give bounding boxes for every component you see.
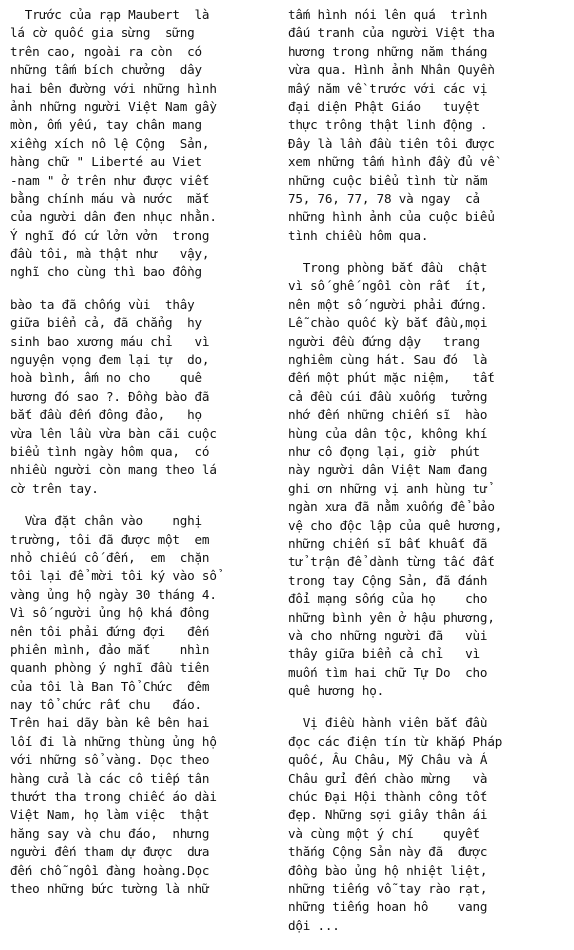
text-line: đấu tranh của người Việt tha — [288, 25, 495, 41]
text-line: đọc các điện tín từ khắp Pháp — [288, 733, 503, 749]
text-line: ghi ơn những vị anh hùng tử — [288, 480, 488, 496]
text-line: với những sổ vàng. Dọc theo — [10, 752, 210, 768]
text-line: nghĩ cho cùng thì bao đồng — [10, 264, 202, 280]
text-line: thây giữa biển cả chỉ vì — [288, 646, 480, 662]
text-line: bằng chính máu và nước mắt — [10, 190, 210, 206]
text-line: hương đó sao ?. Đồng bào đã — [10, 388, 210, 404]
paragraph-gap — [10, 282, 286, 296]
text-line: 75, 76, 77, 78 và ngay cả — [288, 190, 480, 206]
text-line: Vị điều hành viên bắt đầu — [288, 715, 488, 731]
text-line: muốn tìm hai chữ Tự Do cho — [288, 664, 488, 680]
text-line: của người dân đen nhục nhằn. — [10, 209, 217, 225]
text-line: sinh bao xương máu chỉ vì — [10, 333, 210, 349]
text-line: bắt đầu đến đông đảo, họ — [10, 407, 202, 423]
paragraph — [288, 6, 564, 245]
paragraph — [10, 512, 286, 898]
text-line: tình chiều hôm qua. — [288, 227, 429, 243]
text-line: đến một phút mặc niệm, tất — [288, 370, 495, 386]
text-line: chúc Đại Hội thành công tốt — [288, 789, 488, 805]
text-line: những bình yên ở hậu phương, — [288, 609, 495, 625]
paragraph-gap — [288, 245, 564, 259]
text-line: nên tôi phải đứng đợi đến — [10, 623, 210, 639]
text-line: dội ... — [288, 917, 340, 933]
text-line: và cho những người đã vùi — [288, 627, 488, 643]
text-line: trên cao, ngoài ra còn có — [10, 43, 202, 59]
text-line: của tôi là Ban Tổ Chức đêm — [10, 678, 210, 694]
text-line: Vừa đặt chân vào nghị — [10, 513, 202, 529]
text-line: vừa qua. Hình ảnh Nhân Quyền — [288, 62, 495, 78]
text-line: tôi lại để mời tôi ký vào sổ — [10, 568, 217, 584]
text-line: hai bên đường với những hình — [10, 80, 217, 96]
text-line: mấy năm về trước với các vị — [288, 80, 488, 96]
paragraph — [10, 296, 286, 498]
text-line: Trong phòng bắt đầu chật — [288, 260, 488, 276]
text-line: mòn, ốm yếu, tay chân mang — [10, 117, 202, 133]
text-line: xem những tấm hình đầy đủ về — [288, 154, 495, 170]
text-line: ảnh những người Việt Nam gầy — [10, 98, 217, 114]
text-line: bào ta đã chống vùi thây — [10, 296, 195, 312]
text-line: quốc, Âu Châu, Mỹ Châu và Á — [288, 752, 488, 768]
text-line: trong tay Cộng Sản, đã đánh — [288, 572, 488, 588]
text-line: đầu tôi, mà thật như vậy, — [10, 246, 210, 262]
text-line: đẹp. Những sợi giây thân ái — [288, 807, 488, 823]
text-line: giữa biển cả, đã chẳng hy — [10, 315, 202, 331]
text-line: như cô đọng lại, giờ phút — [288, 443, 480, 459]
text-line: vệ cho độc lập của quê hương, — [288, 517, 503, 533]
text-line: lá cờ quốc gia sừng sững — [10, 25, 195, 41]
text-line: Ý nghĩ đó cứ lởn vởn trong — [10, 227, 210, 243]
paragraph-gap — [10, 498, 286, 512]
text-line: những chiến sĩ bất khuất đã — [288, 535, 488, 551]
text-line: ngàn xưa đã nằm xuống để bảo — [288, 499, 495, 515]
text-line: đồng bào ủng hộ nhiệt liệt, — [288, 862, 488, 878]
text-line: đến chỗ ngồi đàng hoàng.Dọc — [10, 862, 210, 878]
text-line: và cùng một ý chí quyết — [288, 825, 480, 841]
text-line: vàng ủng hộ ngày 30 tháng 4. — [10, 586, 217, 602]
text-line: nghiêm cùng hát. Sau đó là — [288, 352, 488, 368]
paragraph — [288, 259, 564, 700]
text-line: hùng của dân tộc, không khí — [288, 425, 488, 441]
text-line: xiềng xích nô lệ Cộng Sản, — [10, 135, 210, 151]
text-line: nguyện vọng đem lại tự do, — [10, 352, 210, 368]
text-line: người đều đứng dậy trang — [288, 333, 480, 349]
text-line: những hình ảnh của cuộc biểu — [288, 209, 495, 225]
text-line: nhỏ chiếu cố đến, em chặn — [10, 549, 210, 565]
text-line: hăng say và chu đáo, nhưng — [10, 825, 210, 841]
text-line: những tiếng vỗ tay rào rạt, — [288, 880, 488, 896]
text-line: Vì số người ủng hộ khá đông — [10, 605, 210, 621]
text-line: đại diện Phật Giáo tuyệt — [288, 98, 480, 114]
paragraph — [10, 6, 286, 282]
text-line: quê hương họ. — [288, 683, 384, 699]
text-line: trường, tôi đã được một em — [10, 531, 210, 547]
text-line: hương trong những năm tháng — [288, 43, 488, 59]
text-line: hàng cửa là các cô tiếp tân — [10, 770, 210, 786]
paragraph — [288, 714, 564, 935]
text-line: tấm hình nói lên quá trình — [288, 7, 488, 22]
left-column — [10, 6, 286, 898]
text-line: nhiều người còn mang theo lá — [10, 462, 217, 478]
text-line: lối đi là những thùng ủng hộ — [10, 733, 217, 749]
text-line: này người dân Việt Nam đang — [288, 462, 488, 478]
text-line: quanh phòng ý nghĩ đầu tiên — [10, 660, 210, 676]
text-line: Châu gửi đến chào mừng và — [288, 770, 488, 786]
text-line: cả đều cúi đầu xuống tưởng — [288, 388, 488, 404]
text-line: Việt Nam, họ làm việc thật — [10, 807, 210, 823]
text-line: Trước của rạp Maubert là — [10, 7, 210, 22]
text-line: phiên mình, đảo mắt nhìn — [10, 641, 210, 657]
text-line: -nam " ở trên như được viết — [10, 172, 210, 188]
text-line: thướt tha trong chiếc áo dài — [10, 789, 217, 805]
text-line: biểu tình ngày hôm qua, có — [10, 443, 210, 459]
text-line: cờ trên tay. — [10, 480, 99, 496]
text-line: nay tổ chức rất chu đáo. — [10, 697, 202, 713]
text-line: những cuộc biểu tình từ năm — [288, 172, 488, 188]
text-line: nên một số người phải đứng. — [288, 296, 488, 312]
text-line: người đến tham dự được dưa — [10, 844, 210, 860]
text-line: đổi mạng sống của họ cho — [288, 591, 488, 607]
text-line: Đây là lần đầu tiên tôi được — [288, 135, 495, 151]
text-line: vì số ghế ngồi còn rất ít, — [288, 278, 488, 294]
text-line: vừa lên lầu vừa bàn cãi cuộc — [10, 425, 217, 441]
text-line: Trên hai dãy bàn kê bên hai — [10, 715, 210, 731]
text-line: những tấm bích chưởng dây — [10, 62, 202, 78]
text-line: Lễ chào quốc kỳ bắt đầu,mọi — [288, 315, 488, 331]
text-line: tử trận để dành từng tấc đất — [288, 554, 495, 570]
text-line: những tiếng hoan hô vang — [288, 899, 488, 915]
text-line: hàng chữ " Liberté au Viet — [10, 154, 202, 170]
text-line: hoà bình, ấm no cho quê — [10, 370, 202, 386]
text-line: theo những bức tường là nhữ — [10, 880, 210, 896]
paragraph-gap — [288, 700, 564, 714]
text-line: thắng Cộng Sản này đã được — [288, 844, 488, 860]
text-line: thực trông thật linh động . — [288, 117, 488, 133]
text-line: nhớ đến những chiến sĩ hào — [288, 407, 488, 423]
right-column — [288, 6, 564, 935]
